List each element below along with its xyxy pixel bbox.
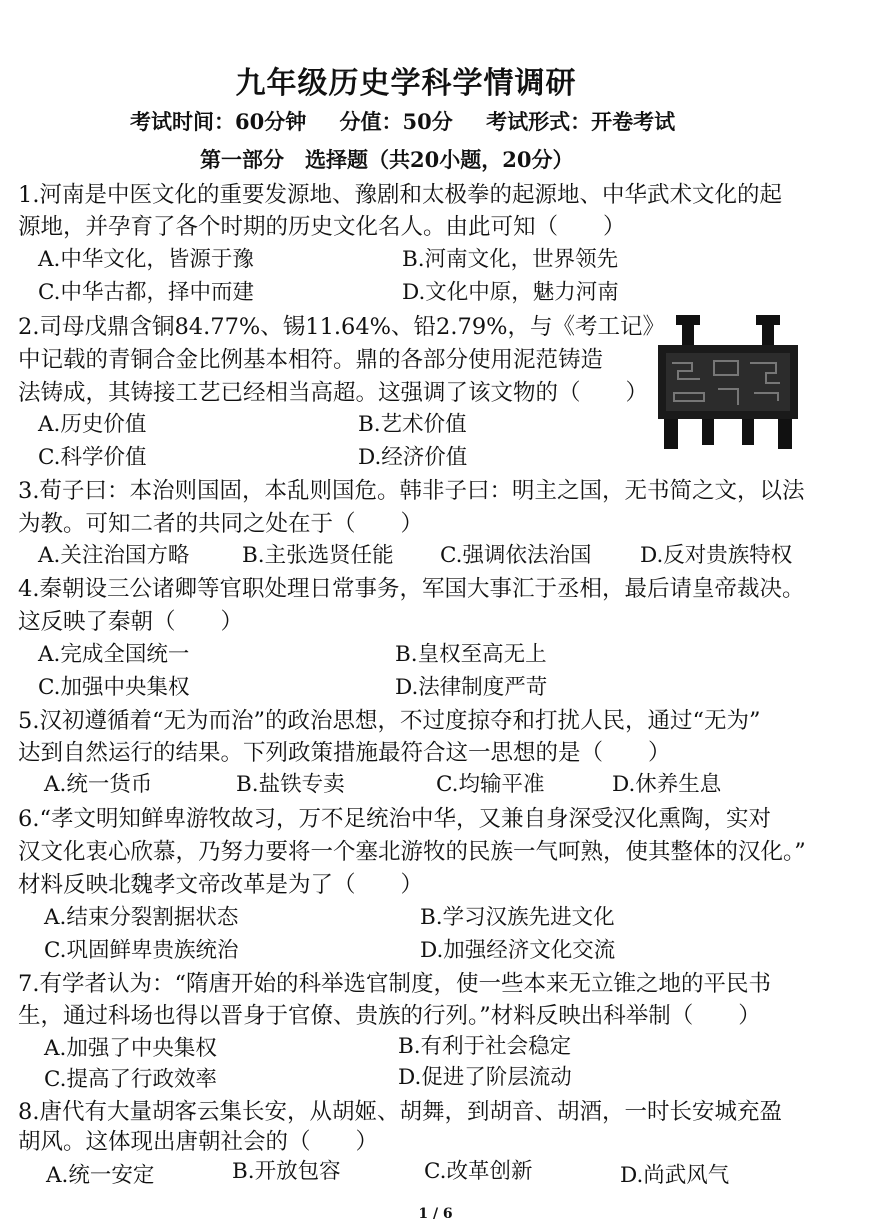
exam-format: 考试形式：开卷考试	[486, 109, 676, 134]
question-1-line-2: 源地，并孕育了各个时期的历史文化名人。由此可知（ ）	[18, 214, 626, 240]
page-title: 九年级历史学科学情调研	[235, 66, 577, 101]
question-8-option-a: A.统一安定	[46, 1163, 155, 1188]
question-5-option-d: D.休养生息	[612, 772, 722, 797]
question-5-line-1: 5.汉初遵循着“无为而治”的政治思想，不过度掠夺和打扰人民，通过“无为”	[18, 708, 761, 734]
question-7-line-2: 生，通过科场也得以晋身于官僚、贵族的行列。”材料反映出科举制（ ）	[18, 1003, 761, 1029]
page-number: 1 / 6	[418, 1206, 453, 1222]
question-3-option-b: B.主张选贤任能	[242, 543, 394, 568]
question-3-option-a: A.关注治国方略	[38, 543, 190, 568]
question-5-option-a: A.统一货币	[44, 772, 153, 797]
question-4-option-a: A.完成全国统一	[38, 642, 190, 667]
question-8-option-c: C.改革创新	[424, 1159, 533, 1184]
question-6-line-1: 6.“孝文明知鲜卑游牧故习，万不足统治中华，又兼自身深受汉化熏陶，实对	[18, 806, 771, 832]
question-7-option-b: B.有利于社会稳定	[398, 1034, 572, 1059]
question-2-option-b: B.艺术价值	[358, 412, 467, 437]
question-8-option-d: D.尚武风气	[620, 1163, 730, 1188]
question-8-line-2: 胡风。这体现出唐朝社会的（ ）	[18, 1129, 379, 1155]
question-7-option-a: A.加强了中央集权	[44, 1036, 217, 1061]
question-8-option-b: B.开放包容	[232, 1159, 341, 1184]
question-6-line-2: 汉文化衷心欣慕，乃努力要将一个塞北游牧的民族一气呵熟，使其整体的汉化。”	[18, 839, 806, 865]
simuwu-ding-image	[654, 313, 802, 451]
question-4-option-d: D.法律制度严苛	[395, 675, 548, 700]
question-2-option-a: A.历史价值	[38, 412, 147, 437]
exam-score: 分值：50分	[339, 109, 453, 134]
question-5-option-b: B.盐铁专卖	[236, 772, 345, 797]
question-4-line-2: 这反映了秦朝（ ）	[18, 609, 244, 635]
question-5-option-c: C.均输平准	[436, 772, 545, 797]
section-heading: 第一部分 选择题（共20小题，20分）	[200, 147, 574, 172]
exam-meta	[130, 106, 701, 136]
question-8-line-1: 8.唐代有大量胡客云集长安，从胡姬、胡舞，到胡音、胡酒，一时长安城充盈	[18, 1099, 782, 1125]
question-7-option-c: C.提高了行政效率	[44, 1067, 218, 1092]
question-2-line-1: 2.司母戊鼎含铜84.77%、锡11.64%、铅2.79%，与《考工记》	[18, 314, 666, 340]
question-1-option-c: C.中华古都，择中而建	[38, 280, 255, 305]
question-1-line-1: 1.河南是中医文化的重要发源地、豫剧和太极拳的起源地、中华武术文化的起	[18, 182, 782, 208]
question-1-option-d: D.文化中原，魅力河南	[402, 280, 619, 305]
question-6-line-3: 材料反映北魏孝文帝改革是为了（ ）	[18, 872, 424, 898]
question-6-option-b: B.学习汉族先进文化	[420, 905, 615, 930]
question-3-option-d: D.反对贵族特权	[640, 543, 793, 568]
question-6-option-d: D.加强经济文化交流	[420, 938, 616, 963]
exam-time: 考试时间：60分钟	[130, 109, 307, 134]
question-2-line-3: 法铸成，其铸接工艺已经相当高超。这强调了该文物的（ ）	[18, 380, 649, 406]
question-7-option-d: D.促进了阶层流动	[398, 1065, 572, 1090]
question-1-option-b: B.河南文化，世界领先	[402, 247, 619, 272]
question-5-line-2: 达到自然运行的结果。下列政策措施最符合这一思想的是（ ）	[18, 740, 671, 766]
question-2-line-2: 中记载的青铜合金比例基本相符。鼎的各部分使用泥范铸造	[18, 347, 604, 373]
question-4-option-b: B.皇权至高无上	[395, 642, 547, 667]
question-4-option-c: C.加强中央集权	[38, 675, 190, 700]
question-1-option-a: A.中华文化，皆源于豫	[38, 247, 254, 272]
question-3-option-c: C.强调依法治国	[440, 543, 592, 568]
question-7-line-1: 7.有学者认为：“隋唐开始的科举选官制度，使一些本来无立锥之地的平民书	[18, 971, 771, 997]
question-4-line-1: 4.秦朝设三公诸卿等官职处理日常事务，军国大事汇于丞相，最后请皇帝裁决。	[18, 576, 805, 602]
question-3-line-1: 3.荀子曰：本治则国固，本乱则国危。韩非子曰：明主之国，无书简之文，以法	[18, 478, 805, 504]
question-6-option-c: C.巩固鲜卑贵族统治	[44, 938, 239, 963]
question-2-option-c: C.科学价值	[38, 445, 147, 470]
question-6-option-a: A.结束分裂割据状态	[44, 905, 239, 930]
question-2-option-d: D.经济价值	[358, 445, 468, 470]
question-3-line-2: 为教。可知二者的共同之处在于（ ）	[18, 511, 424, 537]
